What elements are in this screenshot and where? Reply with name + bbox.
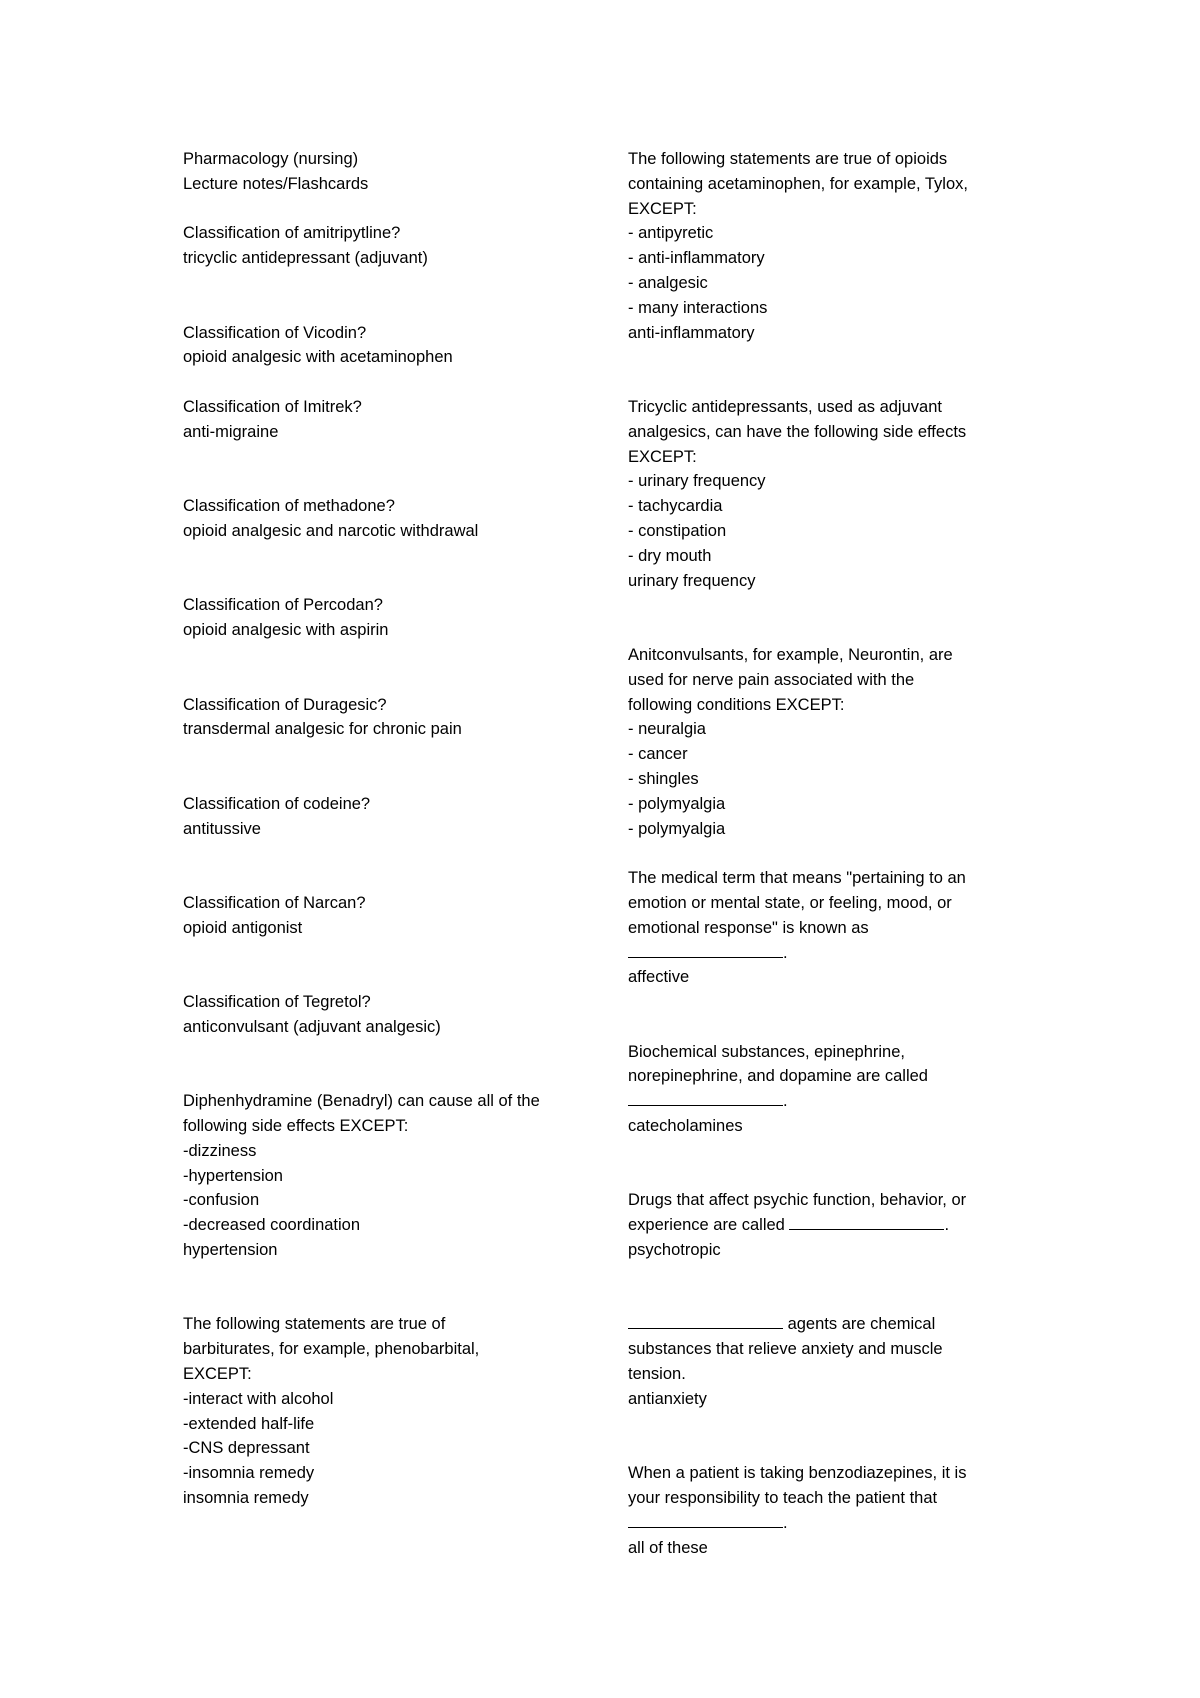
question-text: experience are called — [628, 1216, 790, 1235]
card-question-line: EXCEPT: — [183, 1365, 252, 1384]
flashcard-methadone — [183, 494, 578, 544]
card-question: Classification of amitripytline? — [183, 224, 401, 243]
card-question-line: your responsibility to teach the patient that — [628, 1489, 938, 1508]
flashcard-benzodiazepines — [628, 1461, 1023, 1560]
card-question-line — [628, 1213, 1023, 1238]
flashcard-amitriptyline — [183, 221, 578, 271]
card-option: -extended half-life — [183, 1414, 315, 1433]
card-question: Classification of Narcan? — [183, 893, 366, 912]
card-option: - dry mouth — [628, 546, 712, 565]
card-question-line — [628, 1312, 1023, 1337]
card-answer: anti-migraine — [183, 422, 279, 441]
card-answer: urinary frequency — [628, 571, 756, 590]
card-answer: transdermal analgesic for chronic pain — [183, 720, 462, 739]
card-question: Classification of Tegretol? — [183, 993, 371, 1012]
card-option: - many interactions — [628, 298, 768, 317]
card-answer: anti-inflammatory — [628, 323, 755, 342]
card-option: - constipation — [628, 521, 727, 540]
card-question-line — [628, 1089, 1023, 1114]
document-header — [183, 147, 578, 197]
card-option: - tachycardia — [628, 497, 723, 516]
answer-blank — [628, 1511, 783, 1528]
card-question: Classification of Percodan? — [183, 596, 383, 615]
flashcard-antianxiety — [628, 1312, 1023, 1411]
card-answer: insomnia remedy — [183, 1489, 309, 1508]
flashcard-anticonvulsants — [628, 643, 1023, 841]
card-question-line: Biochemical substances, epinephrine, — [628, 1042, 905, 1061]
card-answer: affective — [628, 968, 690, 987]
card-option: -interact with alcohol — [183, 1389, 334, 1408]
card-question-line: used for nerve pain associated with the — [628, 670, 915, 689]
blank-period: . — [944, 1216, 950, 1235]
card-question-line: Drugs that affect psychic function, behavior, or — [628, 1191, 967, 1210]
left-column — [183, 147, 578, 1511]
card-question-line: EXCEPT: — [628, 447, 697, 466]
card-answer: hypertension — [183, 1241, 278, 1260]
card-question-line: Tricyclic antidepressants, used as adjuvant — [628, 397, 942, 416]
flashcard-narcan — [183, 891, 578, 941]
card-question-line: Diphenhydramine (Benadryl) can cause all of the — [183, 1092, 540, 1111]
card-option: -CNS depressant — [183, 1439, 310, 1458]
card-question-line: The following statements are true of opioids — [628, 150, 948, 168]
card-option: - polymyalgia — [628, 794, 726, 813]
answer-blank — [789, 1213, 944, 1230]
flashcard-duragesic — [183, 693, 578, 743]
flashcard-psychotropic — [628, 1188, 1023, 1262]
card-question-line: emotion or mental state, or feeling, mood, or — [628, 893, 952, 912]
card-answer: all of these — [628, 1538, 708, 1557]
card-question-line: The medical term that means "pertaining to an — [628, 869, 966, 888]
card-answer: psychotropic — [628, 1241, 721, 1260]
card-question-line: analgesics, can have the following side effects — [628, 422, 967, 441]
card-answer: catecholamines — [628, 1117, 743, 1136]
card-question-line: Anitconvulsants, for example, Neurontin, are — [628, 645, 953, 664]
question-text: agents are chemical — [783, 1315, 936, 1334]
card-answer: opioid analgesic with acetaminophen — [183, 348, 453, 367]
card-option: - neuralgia — [628, 720, 706, 739]
flashcard-tegretol — [183, 990, 578, 1040]
card-option: - anti-inflammatory — [628, 249, 765, 268]
card-option: -decreased coordination — [183, 1216, 361, 1235]
blank-period: . — [783, 943, 788, 962]
flashcard-tricyclic-side-effects — [628, 395, 1023, 593]
flashcard-affective — [628, 866, 1023, 990]
flashcard-opioids-acetaminophen — [628, 147, 1023, 345]
card-option: - antipyretic — [628, 224, 714, 243]
card-option: - analgesic — [628, 273, 708, 292]
card-option: -confusion — [183, 1191, 260, 1210]
card-option: - shingles — [628, 769, 699, 788]
card-option: - urinary frequency — [628, 472, 766, 491]
card-answer: - polymyalgia — [628, 819, 726, 838]
card-question: Classification of Duragesic? — [183, 695, 387, 714]
card-question-line: following side effects EXCEPT: — [183, 1117, 409, 1136]
flashcard-benadryl — [183, 1089, 578, 1263]
card-question-line: norepinephrine, and dopamine are called — [628, 1067, 928, 1086]
document-subtitle: Lecture notes/Flashcards — [183, 174, 369, 193]
card-question-line: barbiturates, for example, phenobarbital, — [183, 1340, 480, 1359]
blank-period: . — [783, 1513, 788, 1532]
card-question-line: The following statements are true of — [183, 1315, 446, 1334]
card-question-line: EXCEPT: — [628, 199, 697, 218]
card-question: Classification of methadone? — [183, 497, 395, 516]
card-question-line — [628, 1511, 1023, 1536]
flashcard-vicodin — [183, 321, 578, 371]
card-question-line: following conditions EXCEPT: — [628, 695, 845, 714]
answer-blank — [628, 941, 783, 958]
document-title: Pharmacology (nursing) — [183, 150, 359, 168]
card-answer: antitussive — [183, 819, 261, 838]
flashcard-percodan — [183, 593, 578, 643]
flashcard-codeine — [183, 792, 578, 842]
card-question-line: containing acetaminophen, for example, Tylox, — [628, 174, 968, 193]
card-answer: opioid antigonist — [183, 918, 303, 937]
flashcard-catecholamines — [628, 1040, 1023, 1139]
card-question-line: substances that relieve anxiety and muscle — [628, 1340, 943, 1359]
card-question: Classification of codeine? — [183, 794, 371, 813]
card-question-line — [628, 941, 1023, 966]
answer-blank — [628, 1312, 783, 1329]
card-question: Classification of Imitrek? — [183, 397, 362, 416]
card-option: -insomnia remedy — [183, 1464, 315, 1483]
card-option: -dizziness — [183, 1141, 257, 1160]
card-question: Classification of Vicodin? — [183, 323, 367, 342]
card-answer: anticonvulsant (adjuvant analgesic) — [183, 1017, 441, 1036]
card-question-line: tension. — [628, 1365, 686, 1384]
card-question-line: When a patient is taking benzodiazepines, it is — [628, 1464, 967, 1483]
card-option: -hypertension — [183, 1166, 283, 1185]
card-option: - cancer — [628, 745, 688, 764]
card-answer: opioid analgesic and narcotic withdrawal — [183, 521, 479, 540]
card-answer: antianxiety — [628, 1389, 707, 1408]
blank-period: . — [783, 1092, 788, 1111]
card-question-line: emotional response" is known as — [628, 918, 869, 937]
card-answer: tricyclic antidepressant (adjuvant) — [183, 249, 428, 268]
flashcard-barbiturates — [183, 1312, 578, 1510]
answer-blank — [628, 1089, 783, 1106]
flashcard-imitrek — [183, 395, 578, 445]
right-column — [628, 147, 1023, 1560]
card-answer: opioid analgesic with aspirin — [183, 621, 389, 640]
